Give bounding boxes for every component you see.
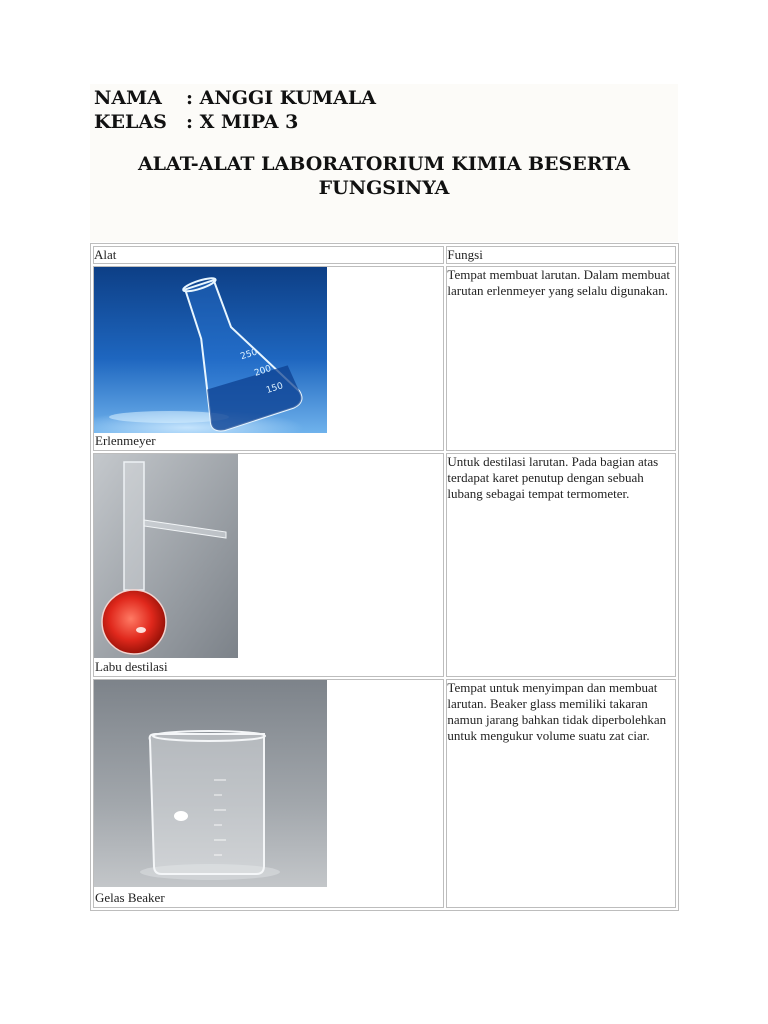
distillation-flask-photo	[94, 454, 238, 658]
beaker-glass-photo	[94, 680, 327, 887]
table-row	[93, 679, 676, 908]
header-cell-function: Fungsi	[446, 246, 676, 264]
tool-cell	[93, 266, 444, 451]
table-row	[93, 453, 676, 677]
tools-table	[90, 243, 679, 911]
header-block	[90, 84, 678, 242]
function-cell: Untuk destilasi larutan. Pada bagian atas terdapat karet penutup dengan sebuah lubang sebagai tempat termometer.	[446, 453, 676, 677]
graduation-200: 200	[253, 363, 273, 379]
graduation-150: 150	[265, 381, 285, 396]
tool-name: Labu destilasi	[95, 659, 168, 674]
header-cell-tool: Alat	[93, 246, 444, 264]
function-cell: Tempat membuat larutan. Dalam membuat larutan erlenmeyer yang selalu digunakan.	[446, 266, 676, 451]
title-line-1: ALAT-ALAT LABORATORIUM KIMIA BESERTA	[137, 153, 631, 175]
tool-cell	[93, 453, 444, 677]
tool-name: Erlenmeyer	[95, 433, 156, 448]
name-label: NAMA	[94, 87, 162, 109]
tool-cell	[93, 679, 444, 908]
table-row	[93, 266, 676, 451]
class-row	[94, 110, 298, 134]
page-title	[90, 152, 678, 200]
erlenmeyer-flask-photo	[94, 267, 327, 433]
graduation-250: 250	[239, 347, 259, 363]
name-row	[94, 86, 376, 110]
title-line-2: FUNGSINYA	[318, 177, 450, 199]
tool-name: Gelas Beaker	[95, 890, 165, 905]
class-value: : X MIPA 3	[186, 111, 299, 133]
table-header-row	[93, 246, 676, 264]
name-value: : ANGGI KUMALA	[186, 87, 376, 109]
class-label: KELAS	[94, 111, 167, 133]
function-cell: Tempat untuk menyimpan dan membuat larutan. Beaker glass memiliki takaran namun jarang bahkan tidak diperbolehkan untuk mengukur volume suatu zat ciar.	[446, 679, 676, 908]
